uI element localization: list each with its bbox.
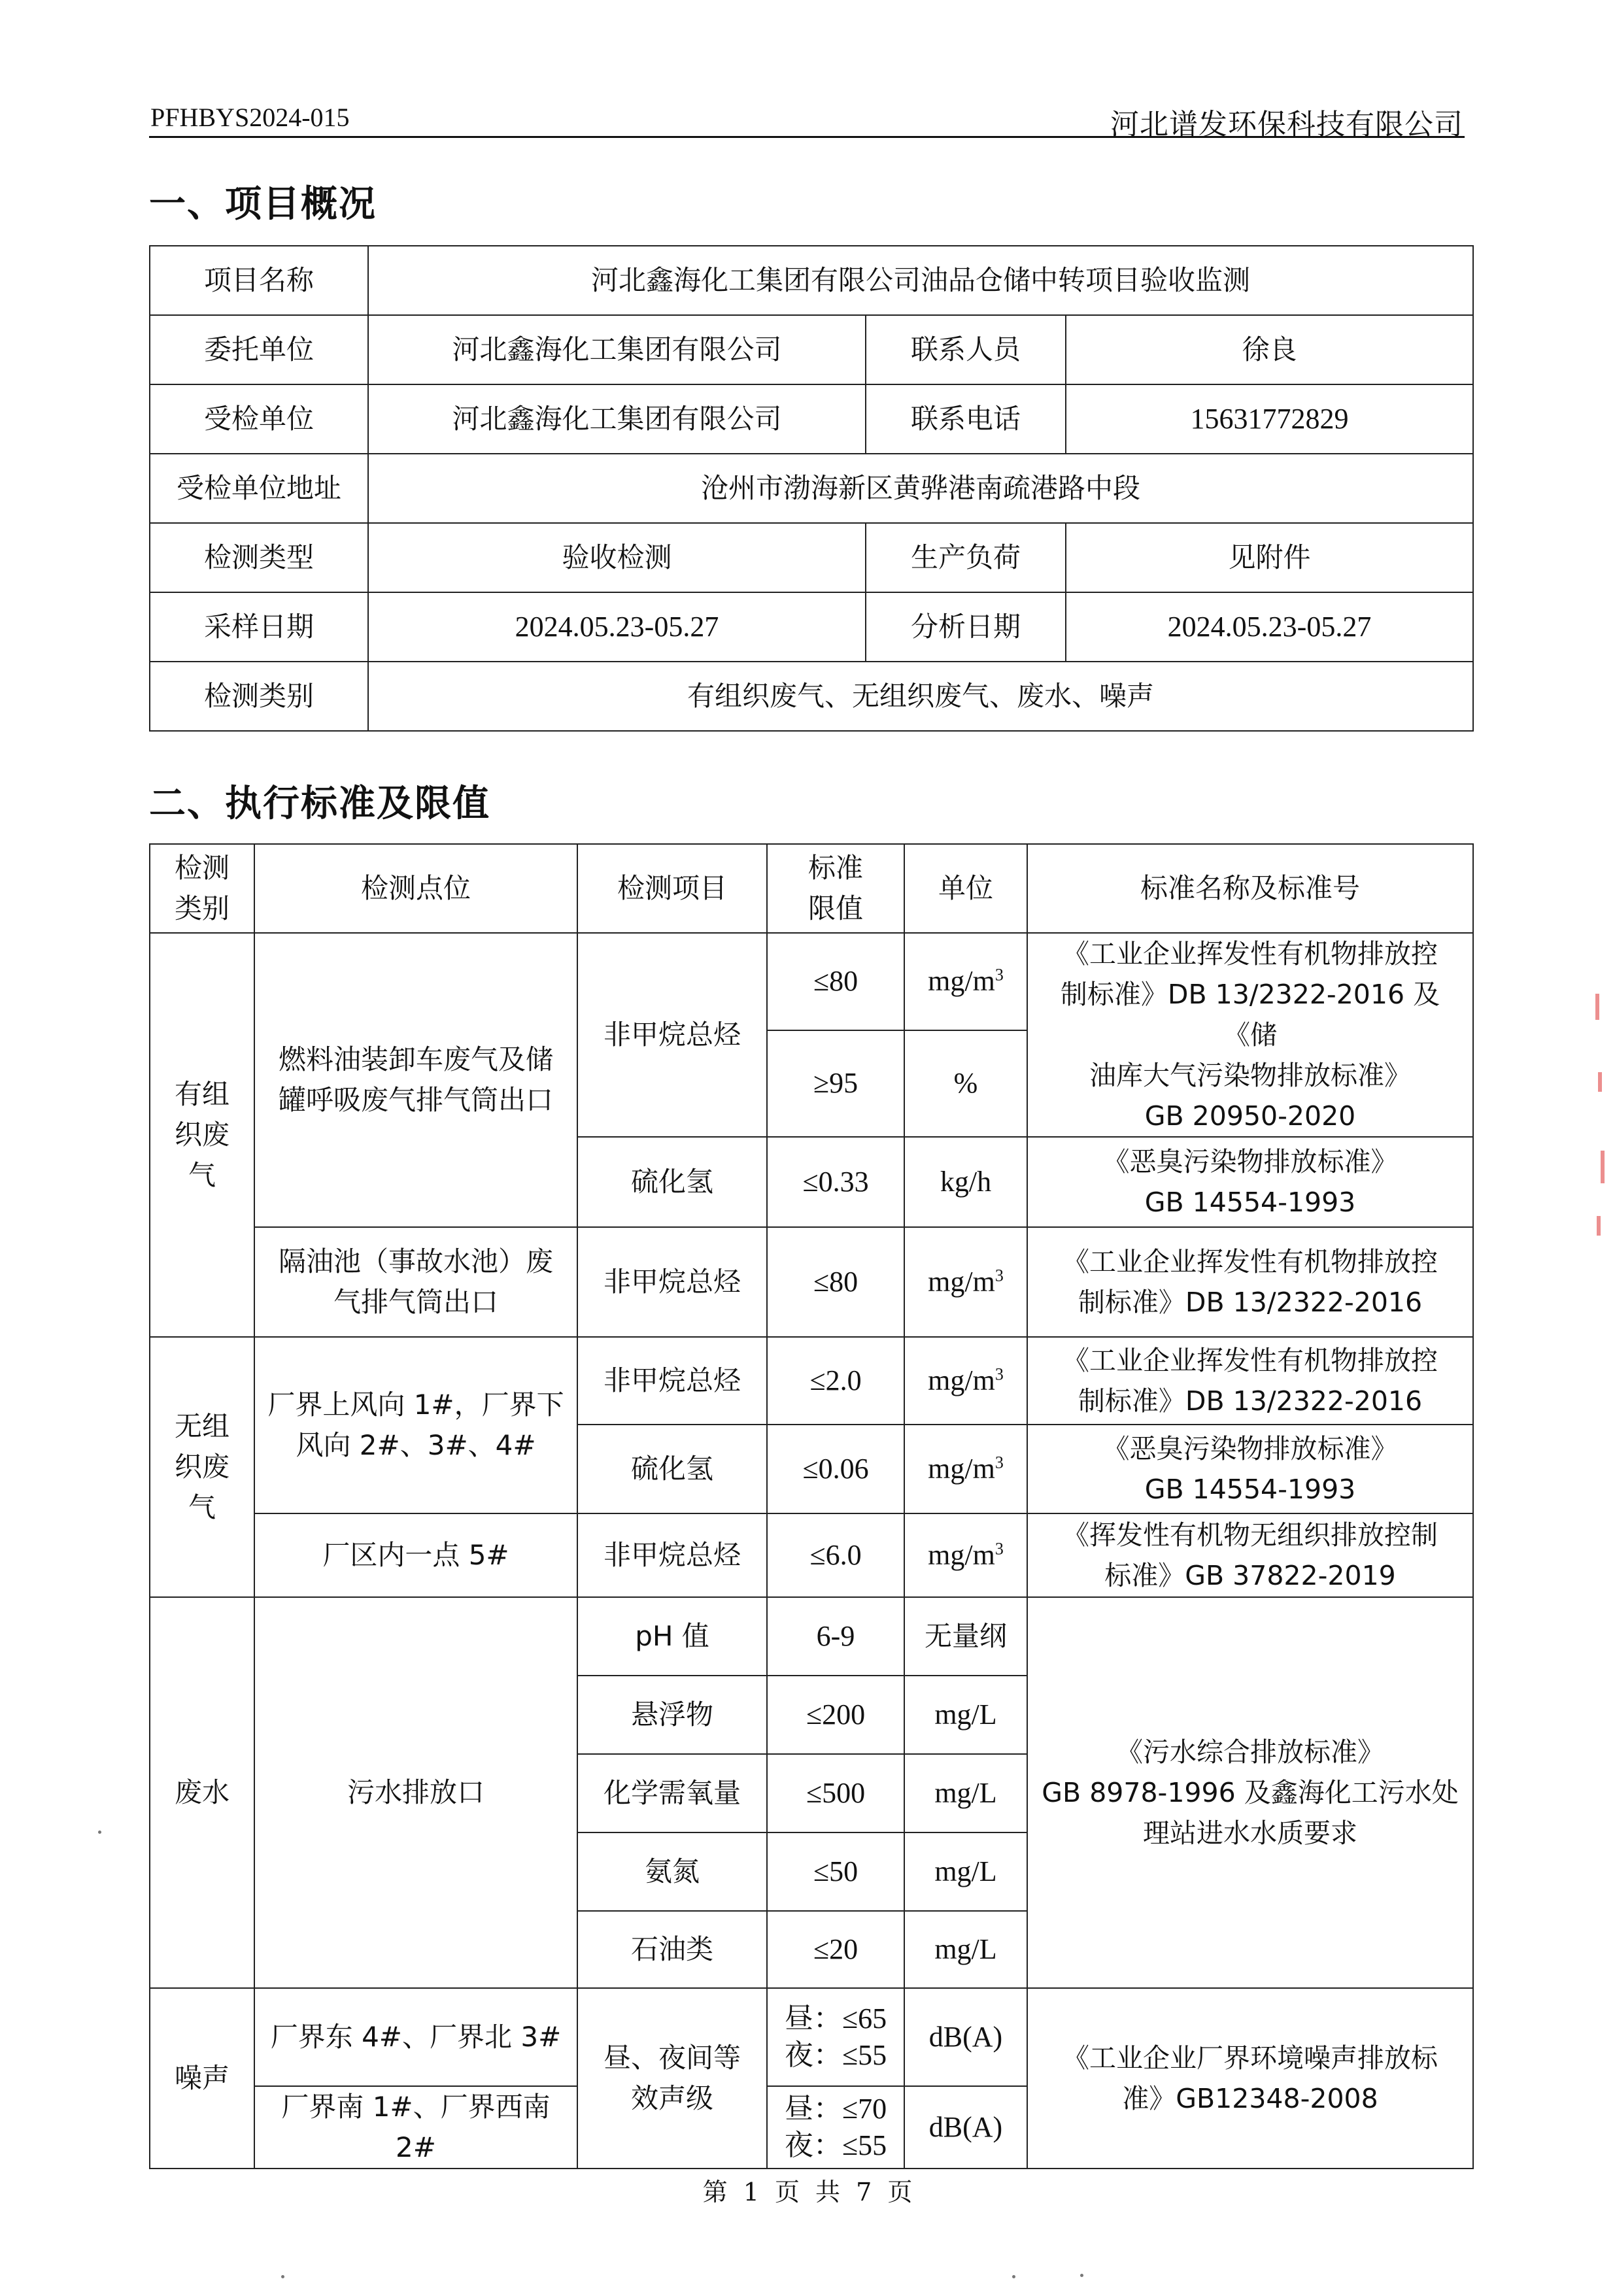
standards-table bbox=[149, 843, 1474, 2169]
point-noise-south-southwest: 厂界南 1#、厂界西南 2# bbox=[254, 2086, 577, 2169]
scan-speck bbox=[1012, 2275, 1015, 2278]
header-limit: 标准 限值 bbox=[767, 844, 904, 933]
limit-noise-70-55: 昼：≤70 夜：≤55 bbox=[767, 2086, 904, 2169]
limit-h2s-006: ≤0.06 bbox=[767, 1425, 904, 1513]
seal-edge-mark bbox=[1595, 994, 1599, 1020]
item-nmhc: 非甲烷总烃 bbox=[577, 1227, 767, 1337]
unit-mgl: mg/L bbox=[904, 1911, 1027, 1988]
label-analysis-date: 分析日期 bbox=[866, 592, 1066, 662]
scan-speck bbox=[98, 1831, 101, 1834]
label-sampling-date: 采样日期 bbox=[150, 592, 368, 662]
category-noise: 噪声 bbox=[150, 1988, 254, 2169]
category-fugitive-gas: 无组 织废 气 bbox=[150, 1337, 254, 1597]
label-inspected-unit: 受检单位 bbox=[150, 384, 368, 454]
limit-suspended-solids: ≤200 bbox=[767, 1676, 904, 1754]
header-divider bbox=[149, 136, 1465, 138]
limit-petroleum: ≤20 bbox=[767, 1911, 904, 1988]
header-unit: 单位 bbox=[904, 844, 1027, 933]
standard-odor: 《恶臭污染物排放标准》 GB 14554-1993 bbox=[1027, 1137, 1473, 1227]
category-organized-gas: 有组 织废 气 bbox=[150, 933, 254, 1337]
item-h2s: 硫化氢 bbox=[577, 1137, 767, 1227]
page-number: 第 1 页 共 7 页 bbox=[702, 2178, 913, 2206]
limit-ammonia: ≤50 bbox=[767, 1832, 904, 1911]
item-suspended-solids: 悬浮物 bbox=[577, 1676, 767, 1754]
standard-voc-and-storage: 《工业企业挥发性有机物排放控 制标准》DB 13/2322-2016 及《储 油库大气污染物排放标准》 GB 20950-2020 bbox=[1027, 933, 1473, 1137]
unit-mgl: mg/L bbox=[904, 1676, 1027, 1754]
limit-noise-65-55: 昼：≤65 夜：≤55 bbox=[767, 1988, 904, 2086]
value-address: 沧州市渤海新区黄骅港南疏港路中段 bbox=[368, 454, 1473, 523]
point-boundary-wind: 厂界上风向 1#，厂界下 风向 2#、3#、4# bbox=[254, 1337, 577, 1513]
item-nmhc: 非甲烷总烃 bbox=[577, 1513, 767, 1597]
item-h2s: 硫化氢 bbox=[577, 1425, 767, 1513]
limit-nmhc-80: ≤80 bbox=[767, 933, 904, 1030]
unit-mgm3: $mg/m^3$ bbox=[904, 1227, 1027, 1337]
standard-noise: 《工业企业厂界环境噪声排放标 准》GB12348-2008 bbox=[1027, 1988, 1473, 2169]
limit-nmhc-6: ≤6.0 bbox=[767, 1513, 904, 1597]
item-nmhc: 非甲烷总烃 bbox=[577, 933, 767, 1137]
label-project-name: 项目名称 bbox=[150, 246, 368, 315]
unit-mgl: mg/L bbox=[904, 1832, 1027, 1911]
seal-edge-mark bbox=[1598, 1072, 1602, 1092]
value-production-load: 见附件 bbox=[1066, 523, 1473, 592]
header-point: 检测点位 bbox=[254, 844, 577, 933]
unit-kgh: kg/h bbox=[904, 1137, 1027, 1227]
item-cod: 化学需氧量 bbox=[577, 1754, 767, 1832]
unit-mgm3: $mg/m^3$ bbox=[904, 933, 1027, 1030]
standard-sewage: 《污水综合排放标准》 GB 8978-1996 及鑫海化工污水处 理站进水水质要求 bbox=[1027, 1597, 1473, 1988]
label-address: 受检单位地址 bbox=[150, 454, 368, 523]
label-client: 委托单位 bbox=[150, 315, 368, 384]
seal-edge-mark bbox=[1601, 1151, 1605, 1183]
value-sampling-date: 2024.05.23-05.27 bbox=[368, 592, 866, 662]
item-nmhc: 非甲烷总烃 bbox=[577, 1337, 767, 1425]
section-title-standards: 二、执行标准及限值 bbox=[149, 783, 490, 825]
standard-voc: 《工业企业挥发性有机物排放控 制标准》DB 13/2322-2016 bbox=[1027, 1337, 1473, 1425]
value-contact: 徐良 bbox=[1066, 315, 1473, 384]
item-ph: pH 值 bbox=[577, 1597, 767, 1676]
item-petroleum: 石油类 bbox=[577, 1911, 767, 1988]
header-item: 检测项目 bbox=[577, 844, 767, 933]
value-project-name: 河北鑫海化工集团有限公司油品仓储中转项目验收监测 bbox=[368, 246, 1473, 315]
unit-mgm3: $mg/m^3$ bbox=[904, 1337, 1027, 1425]
label-test-type: 检测类型 bbox=[150, 523, 368, 592]
limit-cod: ≤500 bbox=[767, 1754, 904, 1832]
label-test-category: 检测类别 bbox=[150, 662, 368, 731]
limit-h2s-033: ≤0.33 bbox=[767, 1137, 904, 1227]
unit-mgm3: $mg/m^3$ bbox=[904, 1513, 1027, 1597]
standard-voc-fugitive: 《挥发性有机物无组织排放控制 标准》GB 37822-2019 bbox=[1027, 1513, 1473, 1597]
standard-odor: 《恶臭污染物排放标准》 GB 14554-1993 bbox=[1027, 1425, 1473, 1513]
item-ammonia: 氨氮 bbox=[577, 1832, 767, 1911]
value-client: 河北鑫海化工集团有限公司 bbox=[368, 315, 866, 384]
limit-ph: 6-9 bbox=[767, 1597, 904, 1676]
value-test-type: 验收检测 bbox=[368, 523, 866, 592]
point-sewage-outlet: 污水排放口 bbox=[254, 1597, 577, 1988]
seal-edge-mark bbox=[1597, 1216, 1601, 1236]
company-name: 河北谱发环保科技有限公司 bbox=[1110, 108, 1463, 141]
project-overview-table bbox=[149, 245, 1474, 732]
value-test-category: 有组织废气、无组织废气、废水、噪声 bbox=[368, 662, 1473, 731]
section-title-overview: 一、项目概况 bbox=[149, 183, 377, 226]
value-inspected-unit: 河北鑫海化工集团有限公司 bbox=[368, 384, 866, 454]
point-plant-interior: 厂区内一点 5# bbox=[254, 1513, 577, 1597]
scan-speck bbox=[1080, 2274, 1083, 2277]
point-noise-east-north: 厂界东 4#、厂界北 3# bbox=[254, 1988, 577, 2086]
limit-efficiency-95: ≥95 bbox=[767, 1030, 904, 1137]
header-standard: 标准名称及标准号 bbox=[1027, 844, 1473, 933]
document-number: PFHBYS2024-015 bbox=[150, 103, 350, 132]
limit-nmhc-80: ≤80 bbox=[767, 1227, 904, 1337]
label-phone: 联系电话 bbox=[866, 384, 1066, 454]
item-equivalent-sound-level: 昼、夜间等 效声级 bbox=[577, 1988, 767, 2169]
scan-speck bbox=[281, 2275, 284, 2278]
unit-mgm3: $mg/m^3$ bbox=[904, 1425, 1027, 1513]
value-analysis-date: 2024.05.23-05.27 bbox=[1066, 592, 1473, 662]
limit-nmhc-2: ≤2.0 bbox=[767, 1337, 904, 1425]
unit-mgl: mg/L bbox=[904, 1754, 1027, 1832]
category-wastewater: 废水 bbox=[150, 1597, 254, 1988]
label-contact: 联系人员 bbox=[866, 315, 1066, 384]
unit-dba: dB(A) bbox=[904, 1988, 1027, 2086]
value-phone: 15631772829 bbox=[1066, 384, 1473, 454]
point-loading-exhaust: 燃料油装卸车废气及储 罐呼吸废气排气筒出口 bbox=[254, 933, 577, 1227]
label-production-load: 生产负荷 bbox=[866, 523, 1066, 592]
standard-voc: 《工业企业挥发性有机物排放控 制标准》DB 13/2322-2016 bbox=[1027, 1227, 1473, 1337]
point-oil-separator-exhaust: 隔油池（事故水池）废 气排气筒出口 bbox=[254, 1227, 577, 1337]
unit-percent: % bbox=[904, 1030, 1027, 1137]
header-category: 检测 类别 bbox=[150, 844, 254, 933]
unit-dimensionless: 无量纲 bbox=[904, 1597, 1027, 1676]
unit-dba: dB(A) bbox=[904, 2086, 1027, 2169]
